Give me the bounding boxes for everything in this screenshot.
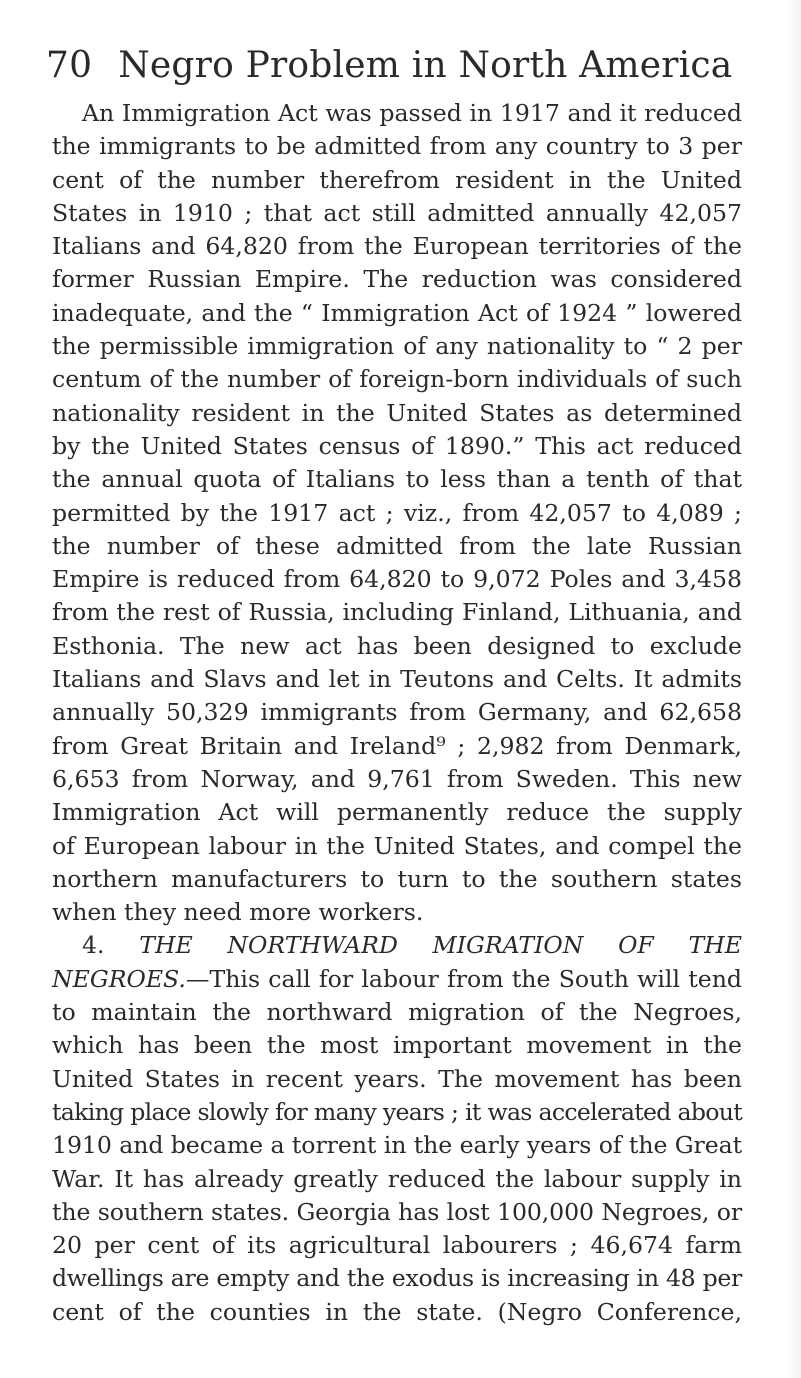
text-line: annually 50,329 immigrants from Germany, and 62,658 xyxy=(52,698,742,727)
text-line: dwellings are empty and the exodus is increasing in 48 per xyxy=(52,1264,742,1293)
text-line: by the United States census of 1890.” This act reduced xyxy=(52,431,742,460)
text-line: which has been the most important movement in the xyxy=(52,1031,742,1060)
text-line: the number of these admitted from the late Russian xyxy=(52,531,742,560)
text-line: cent of the number therefrom resident in the United xyxy=(52,165,742,194)
text-line: cent of the counties in the state. (Negro Conference, xyxy=(52,1297,742,1326)
text-line: the immigrants to be admitted from any country to 3 per xyxy=(52,132,742,161)
text-line: 20 per cent of its agricultural labourers ; 46,674 farm xyxy=(52,1231,742,1260)
running-head xyxy=(46,40,746,92)
text-line: Empire is reduced from 64,820 to 9,072 Poles and 3,458 xyxy=(52,565,742,594)
body-text xyxy=(52,97,742,1329)
text-line: the annual quota of Italians to less than a tenth of that xyxy=(52,465,742,494)
text-line: to maintain the northward migration of the Negroes, xyxy=(52,998,742,1027)
text-line: United States in recent years. The movement has been xyxy=(52,1064,742,1093)
text-line: centum of the number of foreign-born individuals of such xyxy=(52,365,742,394)
text-line: inadequate, and the “ Immigration Act of 1924 ” lowered xyxy=(52,298,742,327)
text-line: of European labour in the United States, and compel the xyxy=(52,831,742,860)
text-line: taking place slowly for many years ; it was accelerated about xyxy=(52,1097,742,1126)
text-line: former Russian Empire. The reduction was considered xyxy=(52,265,742,294)
section-number: 4. xyxy=(82,931,105,960)
text-line: permitted by the 1917 act ; viz., from 42,057 to 4,089 ; xyxy=(52,498,742,527)
text-line: States in 1910 ; that act still admitted annually 42,057 xyxy=(52,198,742,227)
text-line: Italians and 64,820 from the European territories of the xyxy=(52,232,742,261)
text-line: War. It has already greatly reduced the labour supply in xyxy=(52,1164,742,1193)
text-line: when they need more workers. xyxy=(52,898,424,927)
text-line: the southern states. Georgia has lost 100,000 Negroes, or xyxy=(52,1197,742,1226)
page-edge-shadow xyxy=(787,0,801,1378)
section-heading xyxy=(52,929,742,962)
text-line: An Immigration Act was passed in 1917 and it reduced xyxy=(82,99,742,127)
section-title-line-1: THE NORTHWARD MIGRATION OF THE xyxy=(139,931,743,960)
section-title-line-2: NEGROES. xyxy=(52,964,186,993)
section-continuation: —This call for labour from the South will tend xyxy=(185,964,742,993)
text-line: Immigration Act will permanently reduce the supply xyxy=(52,798,742,827)
text-line: Italians and Slavs and let in Teutons and Celts. It admits xyxy=(52,665,742,694)
text-line: Esthonia. The new act has been designed to exclude xyxy=(52,631,742,660)
section-heading-continued xyxy=(52,963,742,996)
text-line: from the rest of Russia, including Finland, Lithuania, and xyxy=(52,598,742,627)
text-line: 6,653 from Norway, and 9,761 from Sweden. This new xyxy=(52,764,742,793)
text-line: from Great Britain and Ireland⁹ ; 2,982 from Denmark, xyxy=(52,731,742,760)
header-title: Negro Problem in North America xyxy=(118,45,733,86)
page-number: 70 xyxy=(46,45,93,86)
text-line: the permissible immigration of any nationality to “ 2 per xyxy=(52,332,742,361)
text-line: nationality resident in the United States as determined xyxy=(52,398,742,427)
text-line: 1910 and became a torrent in the early years of the Great xyxy=(52,1131,743,1160)
text-line: northern manufacturers to turn to the southern states xyxy=(52,864,742,893)
